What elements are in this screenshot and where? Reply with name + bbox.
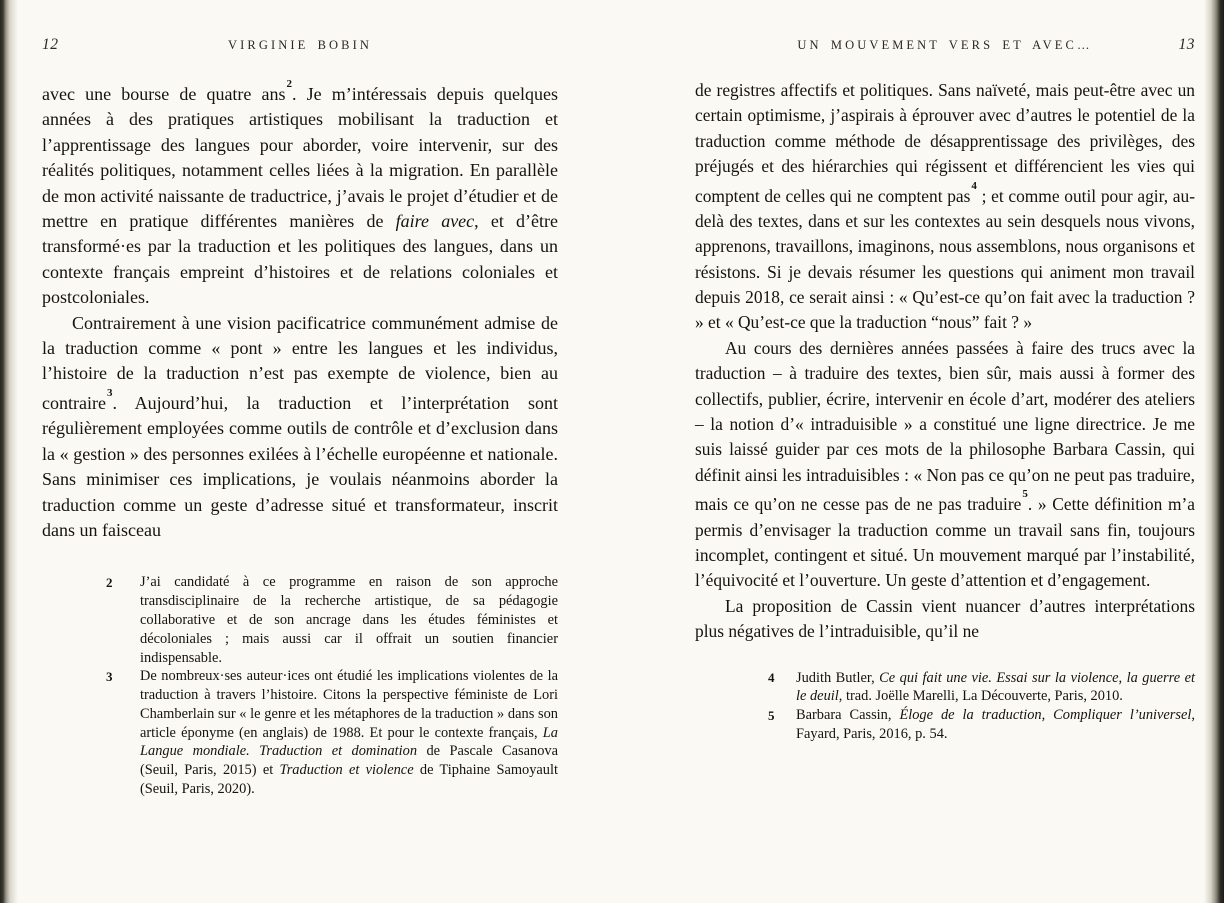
body-text-right	[695, 78, 1195, 645]
text-run: ; et comme outil pour agir, au-delà des textes, dans et sur les contextes au sein desquels nous vivons, apprenons, travaillons, imaginons, nous assemblons, nous organisons et résistons. Si je devais résumer les questions qui animent mon travail depuis 2018, ce serait ainsi : « Qu’est-ce qu’on fait avec la traduction ? » et « Qu’est-ce que la traduction “nous” fait ? »	[695, 185, 1195, 333]
book-title: Traduction et violence	[279, 762, 414, 779]
book-title: Éloge de la traduction, Compliquer l’universel	[899, 707, 1192, 724]
text-run: Judith Butler,	[796, 669, 880, 686]
footnote-2	[106, 573, 558, 667]
running-title-left: VIRGINIE BOBIN	[228, 38, 372, 52]
page-number-left: 12	[42, 36, 59, 53]
footnote-number: 3	[106, 668, 113, 684]
footnote-number: 2	[106, 574, 113, 590]
footnote-5	[768, 706, 1195, 744]
text-run: , trad. Joëlle Marelli, La Découverte, Paris, 2010.	[838, 688, 1123, 705]
footnote-number: 5	[768, 707, 775, 723]
page-left-column	[42, 78, 558, 799]
paragraph	[42, 311, 558, 544]
text-run: avec une bourse de quatre ans	[42, 84, 286, 104]
text-run: de Tiphaine Samoyault (Seuil, Paris, 2020).	[140, 762, 559, 798]
text-run: Au cours des dernières années passées à faire des trucs avec la traduction – à traduire des textes, bien sûr, mais aussi à former des collectifs, publier, écrire, intervenir en école d’art, modérer des ateliers – la notion d’« intraduisible » a constitué une ligne directrice. Je me suis laissé guider par ces mots de la philosophe Barbara Cassin, qui définit ainsi les intraduisibles : « Non pas ce qu’on ne peut pas traduire, mais ce qu’on ne cesse pas de ne pas traduire	[695, 337, 1195, 515]
paragraph	[42, 78, 558, 311]
footnote-text	[796, 706, 1195, 744]
running-header-left	[42, 36, 558, 54]
emphasis: faire avec	[395, 211, 475, 232]
text-run: . Aujourd’hui, la traduction et l’interprétation sont régulièrement employées comme outils de contrôle et d’exclusion dans la « gestion » des personnes exilées à l’échelle européenne et nationale. Sans minimiser ces implications, je voulais néanmoins aborder la traduction comme un geste d’adresse situé et transformateur, inscrit dans un faisceau	[42, 392, 558, 540]
footnotes-right	[768, 669, 1195, 744]
text-run: . Je m’intéressais depuis quelques années à des pratiques artistiques mobilisant la traduction et l’apprentissage des langues pour aborder, voire intervenir, sur des réalités politiques, notamment celles liées à la migration. En parallèle de mon activité naissante de traductrice, j’avais le projet d’étudier et de mettre en pratique différentes manières de	[42, 84, 559, 232]
footnotes-left	[106, 573, 558, 799]
running-title-right: UN MOUVEMENT VERS ET AVEC…	[797, 38, 1093, 52]
text-run: de Pascale Casanova (Seuil, Paris, 2015) et	[140, 743, 558, 779]
text-run: De nombreux·ses auteur·ices ont étudié les implications violentes de la traduction à travers l’histoire. Citons la perspective féministe de Lori Chamberlain sur « le genre et les métaphores de la traduction » dans son article éponyme (en anglais) de 1988. Et pour le contexte français,	[140, 668, 558, 741]
page-number-right: 13	[1178, 36, 1195, 53]
text-run: , et d’être transformé·es par la traduction et les politiques des langues, dans un contexte français empreint d’histoires et de relations coloniales et postcoloniales.	[42, 211, 559, 308]
running-header-right	[695, 36, 1195, 54]
body-text-left	[42, 78, 558, 543]
footnote-text	[796, 669, 1195, 707]
text-run: . » Cette définition m’a permis d’envisager la traduction comme un travail sans fin, toujours incomplet, contingent et situé. Un mouvement marqué par l’instabilité, l’équivocité et l’ouverture. Un geste d’attention et d’engagement.	[695, 494, 1196, 591]
text-run: , Fayard, Paris, 2016, p. 54.	[796, 707, 1196, 742]
footnote-ref-4: 4	[971, 179, 977, 192]
book-title: Ce qui fait une vie. Essai sur la violence, la guerre et le deuil	[796, 669, 1195, 705]
page-right-column	[695, 78, 1195, 744]
footnote-ref-5: 5	[1022, 488, 1028, 501]
book-title: La Langue mondiale. Traduction et domination	[140, 724, 558, 760]
footnote-ref-2: 2	[286, 78, 293, 90]
text-run: de registres affectifs et politiques. Sans naïveté, mais peut-être avec un certain optimisme, j’aspirais à éprouver avec d’autres le potentiel de la traduction comme méthode de désapprentissage des privilèges, des préjugés et des hiérarchies qui régissent et différencient les vies qui comptent de celles qui ne comptent pas	[695, 80, 1195, 206]
footnote-4	[768, 669, 1195, 707]
text-run: Barbara Cassin,	[796, 707, 900, 724]
paragraph: La proposition de Cassin vient nuancer d’autres interprétations plus négatives de l’intraduisible, qu’il ne	[695, 595, 1195, 642]
paragraph	[695, 336, 1195, 594]
book-edge-left	[0, 0, 18, 903]
footnote-ref-3: 3	[106, 386, 113, 399]
footnote-text: J’ai candidaté à ce programme en raison de son approche transdisciplinaire de la recherche artistique, de sa pédagogie collaborative et de son ancrage dans les études féministes et décoloniales ; mais aussi car il offrait un soutien financier indispensable.	[140, 574, 558, 666]
text-run: Contrairement à une vision pacificatrice communément admise de la traduction comme « pont » entre les langues et les individus, l’histoire de la traduction n’est pas exempte de violence, bien au contraire	[42, 312, 558, 413]
footnote-number: 4	[768, 670, 775, 686]
book-edge-right	[1204, 0, 1224, 903]
paragraph	[695, 78, 1195, 336]
footnote-text	[140, 667, 558, 799]
footnote-3	[106, 667, 558, 799]
